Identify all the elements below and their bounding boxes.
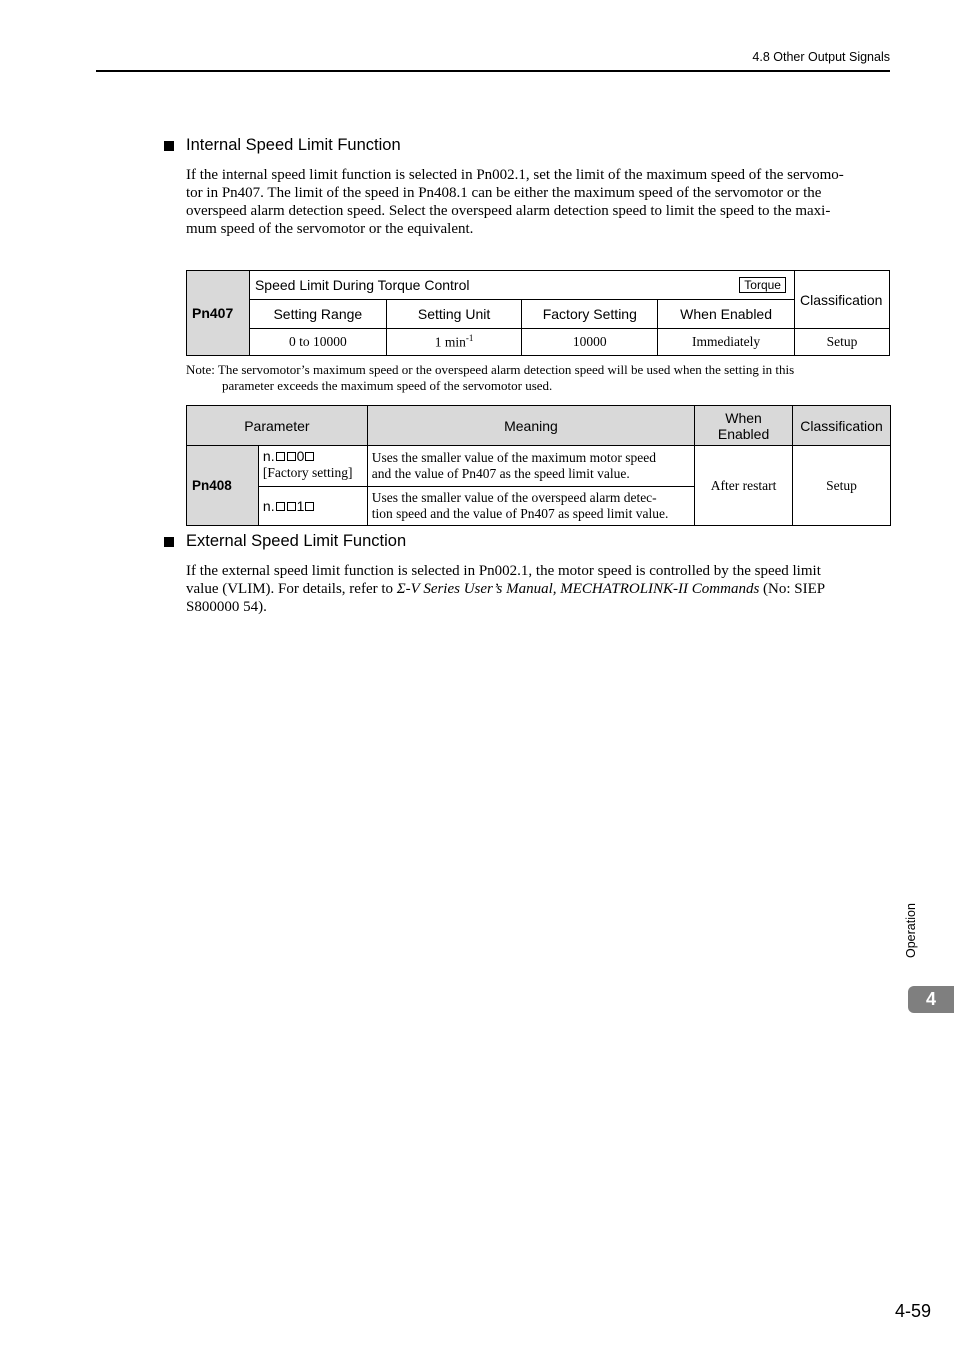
digit-placeholder-icon [305, 502, 314, 511]
when-text: When [725, 409, 762, 426]
pn408-parameter-table [186, 405, 891, 526]
setting-digit: 0 [296, 448, 305, 464]
setting-prefix: n. [262, 498, 275, 514]
setting-n-0 [258, 446, 367, 487]
running-header: 4.8 Other Output Signals [752, 50, 890, 64]
internal-paragraph-line: overspeed alarm detection speed. Select the overspeed alarm detection speed to limit the speed to the maxi- [186, 203, 831, 219]
setting-range-header: Setting Range [249, 300, 386, 329]
pn408-param-id: Pn408 [187, 446, 259, 526]
note-line: parameter exceeds the maximum speed of the servomotor used. [222, 378, 553, 393]
factory-setting-note: [Factory setting] [262, 465, 353, 480]
digit-placeholder-icon [305, 452, 314, 461]
external-paragraph-line: If the external speed limit function is selected in Pn002.1, the motor speed is controlled by the speed limit [186, 563, 821, 579]
square-bullet-icon [164, 141, 174, 151]
digit-placeholder-icon [287, 502, 296, 511]
setting-range-value: 0 to 10000 [249, 329, 386, 356]
note-line: Note: The servomotor’s maximum speed or the overspeed alarm detection speed will be used when the setting in this [186, 362, 795, 377]
pn408-when-enabled-value: After restart [695, 446, 793, 526]
square-bullet-icon [164, 537, 174, 547]
classification-header: Classification [793, 406, 891, 446]
classification-value: Setup [794, 329, 889, 356]
chapter-number-tab: 4 [908, 986, 954, 1013]
external-paragraph-line: S800000 54). [186, 599, 267, 615]
setting-n-1 [258, 487, 367, 526]
parameter-header: Parameter [187, 406, 368, 446]
manual-reference: Σ-V Series User’s Manual, MECHATROLINK-II Commands [396, 581, 760, 597]
meaning-line: Uses the smaller value of the overspeed alarm detec- [371, 490, 657, 505]
header-rule [96, 70, 890, 72]
pn407-title: Speed Limit During Torque Control [254, 277, 470, 293]
chapter-side-label: Operation [904, 903, 918, 958]
setting-unit-value [386, 329, 522, 356]
meaning-line: and the value of Pn407 as the speed limit value. [371, 466, 630, 481]
external-paragraph [186, 562, 890, 616]
meaning-line: Uses the smaller value of the maximum motor speed [371, 450, 656, 465]
digit-placeholder-icon [276, 452, 285, 461]
factory-setting-header: Factory Setting [522, 300, 658, 329]
pn407-param-id: Pn407 [187, 271, 250, 356]
setting-unit-header: Setting Unit [386, 300, 522, 329]
page-number: 4-59 [894, 1301, 931, 1321]
meaning-line: tion speed and the value of Pn407 as speed limit value. [371, 506, 669, 521]
external-heading-text: External Speed Limit Function [186, 532, 407, 550]
internal-paragraph-line: If the internal speed limit function is selected in Pn002.1, set the limit of the maximum speed of the servomo- [186, 167, 844, 183]
external-paragraph-line [186, 580, 890, 598]
setting-digit: 1 [296, 498, 305, 514]
internal-paragraph-line: mum speed of the servomotor or the equivalent. [186, 221, 474, 237]
pn407-title-cell [249, 271, 794, 300]
when-enabled-value: Immediately [658, 329, 795, 356]
when-enabled-header [695, 406, 793, 446]
meaning-cell [367, 487, 694, 526]
external-speed-limit-heading [164, 532, 406, 551]
meaning-header: Meaning [367, 406, 694, 446]
pn407-parameter-table [186, 270, 890, 356]
internal-heading-text: Internal Speed Limit Function [186, 136, 401, 154]
unit-base: 1 min [434, 334, 466, 350]
digit-placeholder-icon [287, 452, 296, 461]
unit-exponent: -1 [465, 333, 474, 344]
setting-code [263, 498, 363, 514]
enabled-text: Enabled [717, 425, 770, 442]
internal-speed-limit-heading [164, 136, 401, 155]
meaning-cell [367, 446, 694, 487]
when-enabled-header: When Enabled [658, 300, 795, 329]
setting-prefix: n. [262, 448, 275, 464]
pn407-classification-header: Classification [794, 271, 889, 329]
text-run: (No: SIEP [759, 581, 826, 597]
note [186, 362, 890, 394]
setting-code [263, 448, 363, 464]
pn408-classification-value: Setup [793, 446, 891, 526]
text-run: value (VLIM). For details, refer to [186, 581, 397, 597]
torque-badge: Torque [739, 277, 786, 293]
digit-placeholder-icon [276, 502, 285, 511]
factory-setting-value: 10000 [522, 329, 658, 356]
internal-paragraph [186, 166, 890, 238]
internal-paragraph-line: tor in Pn407. The limit of the speed in Pn408.1 can be either the maximum speed of the servomotor or the [186, 185, 822, 201]
